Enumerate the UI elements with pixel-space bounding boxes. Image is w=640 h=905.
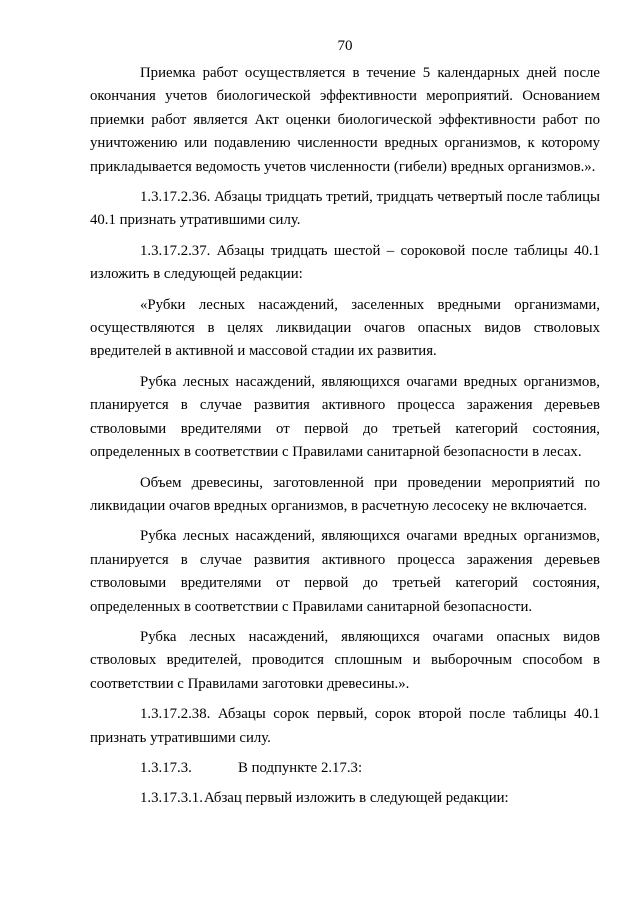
paragraph-1-3-17-2-38: 1.3.17.2.38. Абзацы сорок первый, сорок второй после таблицы 40.1 признать утратившими силу. — [90, 706, 600, 746]
paragraph-acceptance: Приемка работ осуществляется в течение 5 календарных дней после окончания учетов биологической эффективности мероприятий. Основанием приемки работ является Акт оценки биологической эффективности работ по уничтожению или подавлению численности вредных организмов, к которому прикладывается ведомость учетов численности (гибели) вредных организмов.». — [90, 65, 600, 175]
item-number: 1.3.17.3. — [140, 759, 192, 776]
paragraph-felling-method: Рубка лесных насаждений, являющихся очагами опасных видов стволовых вредителей, проводится сплошным и выборочным способом в соответствии с Правилами заготовки древесины.». — [90, 628, 600, 692]
item-1-3-17-3-1 — [90, 787, 600, 810]
paragraph-1-3-17-2-37: 1.3.17.2.37. Абзацы тридцать шестой – сороковой после таблицы 40.1 изложить в следующей редакции: — [90, 242, 600, 283]
paragraph-felling-foci-1: Рубка лесных насаждений, являющихся очагами вредных организмов, планируется в случае развития активного процесса заражения деревьев стволовыми вредителями от первой до третьей категорий состояния, определенных в соответствии с Правилами санитарной безопасности в лесах. — [90, 373, 600, 461]
paragraph-quoted-felling: «Рубки лесных насаждений, заселенных вредными организмами, осуществляются в целях ликвидации очагов опасных видов стволовых вредителей в активной и массовой стадии их развития. — [90, 296, 600, 360]
item-text: Абзац первый изложить в следующей редакции: — [204, 790, 509, 807]
item-1-3-17-3 — [90, 757, 600, 780]
item-number: 1.3.17.3.1. — [140, 790, 203, 807]
paragraph-felling-foci-2: Рубка лесных насаждений, являющихся очагами вредных организмов, планируется в случае развития активного процесса заражения деревьев стволовыми вредителями от первой до третьей категорий состояния, определенных в соответствии с Правилами санитарной безопасности. — [90, 528, 600, 615]
item-text: В подпункте 2.17.3: — [238, 759, 363, 776]
page-number: 70 — [337, 38, 353, 54]
paragraph-timber-volume: Объем древесины, заготовленной при проведении мероприятий по ликвидации очагов вредных организмов, в расчетную лесосеку не включается. — [90, 474, 600, 514]
document-page — [90, 36, 600, 818]
paragraph-1-3-17-2-36: 1.3.17.2.36. Абзацы тридцать третий, тридцать четвертый после таблицы 40.1 признать утратившими силу. — [90, 189, 600, 229]
